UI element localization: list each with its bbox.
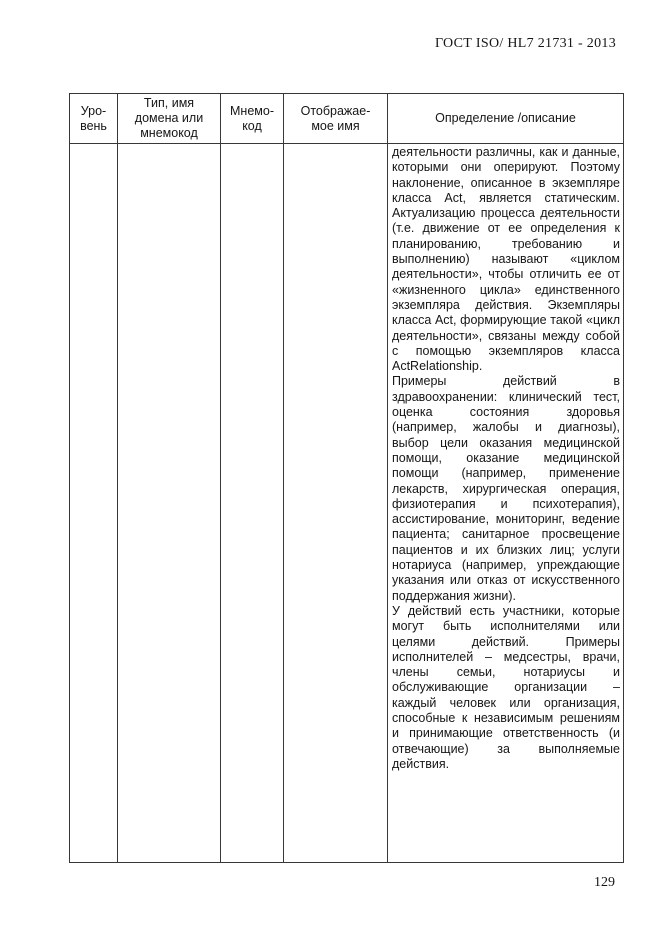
table-row <box>70 144 624 863</box>
running-header: ГОСТ ISO/ HL7 21731 - 2013 <box>435 36 616 51</box>
cell-level <box>70 144 118 863</box>
cell-definition <box>388 144 624 863</box>
definition-paragraph-3: У действий есть участники, которые могут быть исполнителями или целями действий. Примеры исполнителей – медсестры, врачи, члены семьи, нотариусы и обслуживающие организации – каждый человек или организация, способные к независимым решениям и принимающие ответственность (и отвечающие) за выполняемые действия. <box>392 603 620 771</box>
column-header-display-name: Отображае- мое имя <box>284 94 388 144</box>
page-number: 129 <box>594 875 615 890</box>
column-header-mnemonic: Мнемо- код <box>221 94 284 144</box>
column-header-type-domain-mnemonic: Тип, имя домена или мнемокод <box>118 94 221 144</box>
cell-mnemonic <box>221 144 284 863</box>
column-header-level: Уро- вень <box>70 94 118 144</box>
cell-display-name <box>284 144 388 863</box>
cell-type-domain-mnemonic <box>118 144 221 863</box>
definition-paragraph-1: деятельности различны, как и данные, которыми они оперируют. Поэтому наклонение, описанное в экземпляре класса Act, является статическим. Актуализацию процесса деятельности (т.е. движение от ее определения к планированию, требованию и выполнению) называют «циклом деятельности», чтобы отличить ее от «жизненного цикла» единственного экземпляра действия. Экземпляры класса Act, формирующие такой «цикл деятельности», связаны между собой с помощью экземпляров класса ActRelationship. <box>392 145 620 374</box>
column-header-definition: Определение /описание <box>388 94 624 144</box>
act-definition-table <box>69 93 624 863</box>
definition-paragraph-2: Примеры действий в здравоохранении: клинический тест, оценка состояния здоровья (например, жалобы и диагнозы), выбор цели оказания медицинской помощи, оказание медицинской помощи (например, применение лекарств, хирургическая операция, физиотерапия и психотерапия), ассистирование, мониторинг, ведение пациента; санитарное просвещение пациентов и их близких лиц; услуги нотариуса (например, упреждающие указания или отказ от искусственного поддержания жизни). <box>392 374 620 603</box>
table-header-row <box>70 94 624 144</box>
